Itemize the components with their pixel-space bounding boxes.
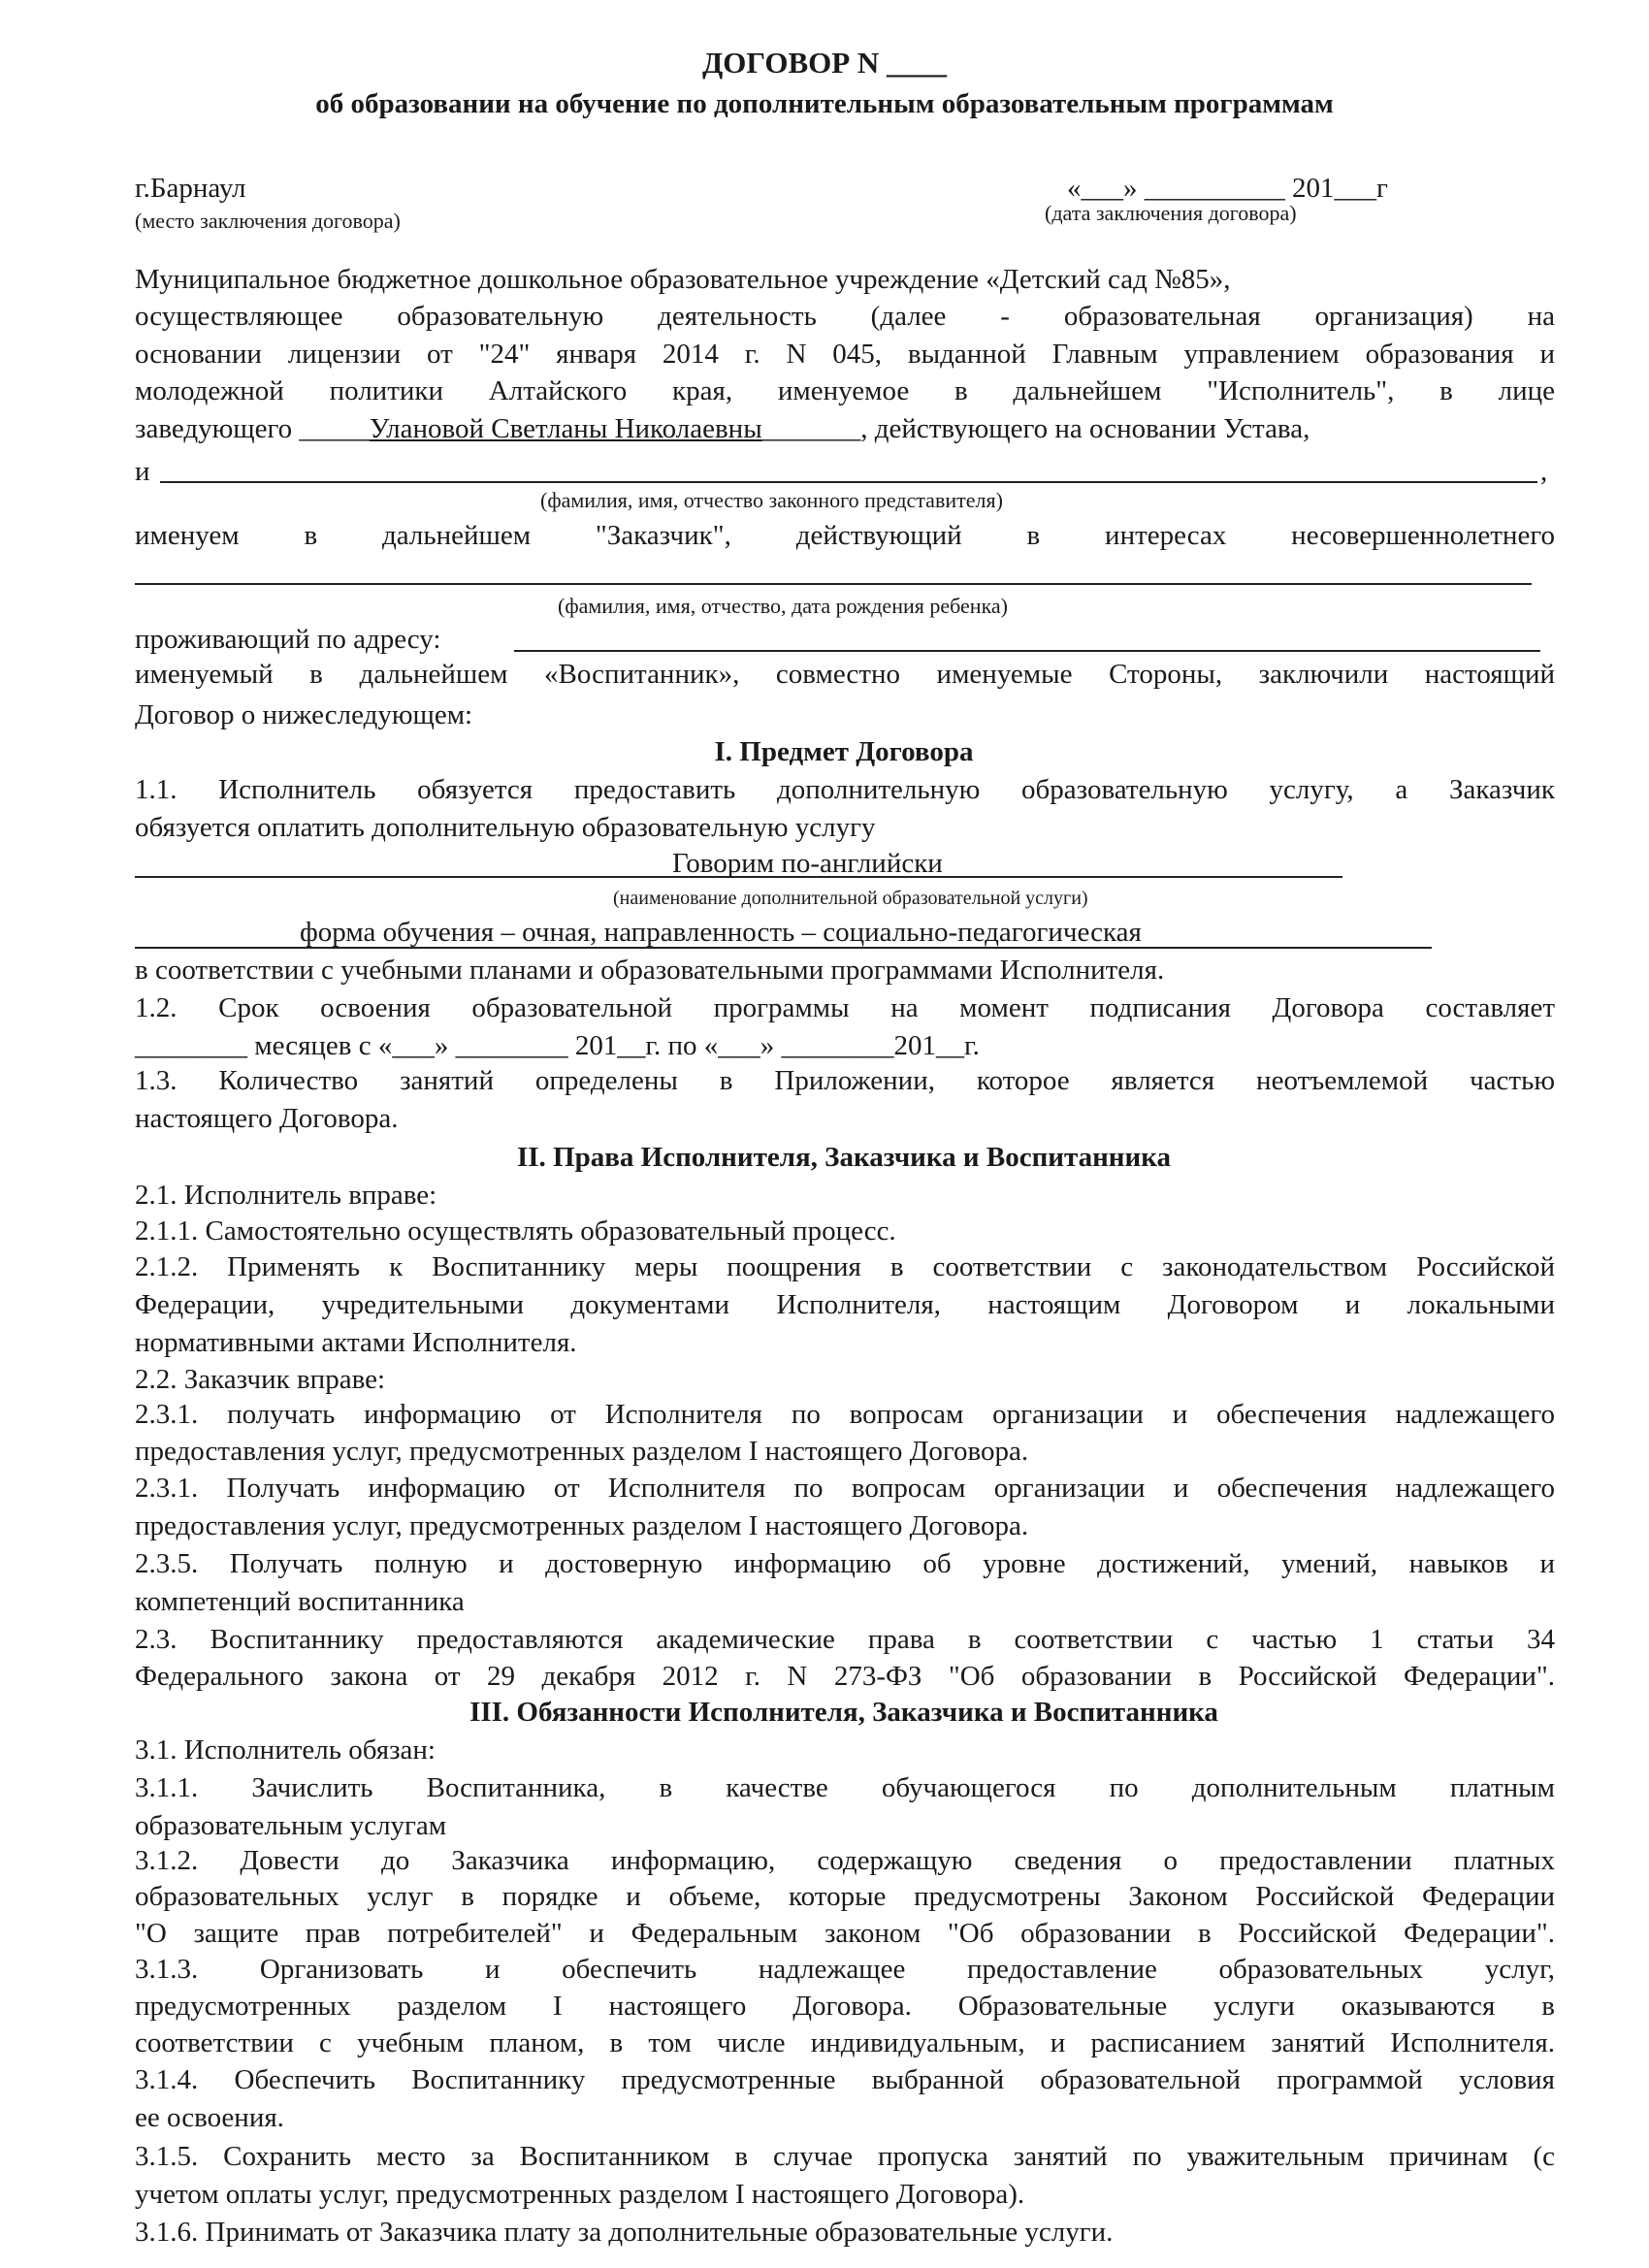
date-caption: (дата заключения договора) [1045,201,1297,225]
preamble-line: Договор о нижеследующем: [135,699,473,730]
director-label: заведующего _____ [135,413,370,444]
section-line: учетом оплаты услуг, предусмотренных разделом I настоящего Договора). [135,2179,1025,2210]
director-name: Улановой Светланы Николаевны [369,413,762,444]
section-3-heading: III. Обязанности Исполнителя, Заказчика и Воспитанника [469,1697,1218,1728]
child-name-blank[interactable] [135,583,1532,585]
comma: , [1540,456,1548,487]
section-line: 3.1.4. Обеспечить Воспитаннику предусмотренные выбранной образовательной программой условия [135,2064,1555,2095]
section-line: 2.3.5. Получать полную и достоверную информацию об уровне достижений, умений, навыков и [135,1548,1555,1579]
representative-name-blank[interactable] [160,481,1537,483]
section-line: 2.3. Воспитаннику предоставляются академические права в соответствии с частью 1 статьи 34 [135,1624,1555,1655]
address-blank[interactable] [514,650,1540,652]
education-form: форма обучения – очная, направленность – социально-педагогическая [300,917,1142,948]
and-label: и [135,456,150,487]
section-1-heading: I. Предмет Договора [714,736,974,767]
place: г.Барнаул [135,173,246,204]
section-line: предоставления услуг, предусмотренных разделом I настоящего Договора. [135,1510,1029,1541]
section-line: 2.3.1. Получать информацию от Исполнителя по вопросам организации и обеспечения надлежащего [135,1473,1555,1504]
date: «___» __________ 201___г [1067,173,1388,204]
section-line: нормативными актами Исполнителя. [135,1327,577,1358]
section-line: 3.1.5. Сохранить место за Воспитанником в случае пропуска занятий по уважительным причинам (с [135,2141,1555,2172]
preamble-line: молодежной политики Алтайского края, именуемое в дальнейшем "Исполнитель", в лице [135,375,1555,406]
preamble-line: осуществляющее образовательную деятельность (далее - образовательная организация) на [135,301,1555,332]
place-caption: (место заключения договора) [135,209,401,233]
section-line: соответствии с учебным планом, в том числе индивидуальным, и расписанием занятий Исполнителя. [135,2027,1555,2058]
section-line: 2.3.1. получать информацию от Исполнителя по вопросам организации и обеспечения надлежащего [135,1399,1555,1430]
section-line: Федерального закона от 29 декабря 2012 г. N 273-ФЗ "Об образовании в Российской Федерации". [135,1661,1555,1692]
section-2-heading: II. Права Исполнителя, Заказчика и Воспитанника [516,1142,1171,1173]
section-line: 3.1.3. Организовать и обеспечить надлежащее предоставление образовательных услуг, [135,1954,1555,1985]
section-line: 2.1.1. Самостоятельно осуществлять образовательный процесс. [135,1215,896,1247]
section-line: Федерации, учредительными документами Исполнителя, настоящим Договором и локальными [135,1289,1555,1320]
preamble-line: именуемый в дальнейшем «Воспитанник», совместно именуемые Стороны, заключили настоящий [135,659,1555,690]
section-line: 2.2. Заказчик вправе: [135,1364,386,1395]
section-line: ее освоения. [135,2102,284,2133]
section-line: 1.3. Количество занятий определены в Приложении, которое является неотъемлемой частью [135,1065,1555,1096]
section-line: образовательным услугам [135,1810,447,1841]
section-line: 1.1. Исполнитель обязуется предоставить дополнительную образовательную услугу, а Заказчик [135,774,1555,805]
representative-caption: (фамилия, имя, отчество законного представителя) [540,488,1003,512]
section-line: компетенций воспитанника [135,1586,465,1617]
preamble-line-director [135,410,1555,447]
preamble-line: именуем в дальнейшем "Заказчик", действующий в интересах несовершеннолетнего [135,520,1555,551]
section-line: предусмотренных разделом I настоящего Договора. Образовательные услуги оказываются в [135,1991,1555,2022]
section-line: 3.1. Исполнитель обязан: [135,1734,436,1766]
section-line: 2.1.2. Применять к Воспитаннику меры поощрения в соответствии с законодательством Российской [135,1251,1555,1282]
section-line: ________ месяцев с «___» ________ 201__г. по «___» ________201__г. [135,1030,980,1061]
section-line: "О защите прав потребителей" и Федеральным законом "Об образовании в Российской Федерации". [135,1918,1555,1949]
document-title: ДОГОВОР N ____ [701,46,948,80]
section-line: предоставления услуг, предусмотренных разделом I настоящего Договора. [135,1436,1029,1467]
document-subtitle: об образовании на обучение по дополнительным образовательным программам [315,88,1334,119]
service-caption: (наименование дополнительной образовательной услуги) [613,888,1088,909]
section-line: образовательных услуг в порядке и объеме, которые предусмотрены Законом Российской Федерации [135,1881,1555,1912]
director-basis: _______, действующего на основании Устава, [761,413,1310,444]
preamble-line: Муниципальное бюджетное дошкольное образовательное учреждение «Детский сад №85», [135,264,1231,295]
child-caption: (фамилия, имя, отчество, дата рождения ребенка) [558,594,1009,618]
section-line: 3.1.1. Зачислить Воспитанника, в качестве обучающегося по дополнительным платным [135,1772,1555,1803]
section-line: 1.2. Срок освоения образовательной программы на момент подписания Договора составляет [135,992,1555,1023]
service-name: Говорим по-английски [672,848,943,879]
section-line: 3.1.6. Принимать от Заказчика плату за дополнительные образовательные услуги. [135,2217,1114,2248]
section-line: 3.1.2. Довести до Заказчика информацию, содержащую сведения о предоставлении платных [135,1845,1555,1876]
preamble-line: основании лицензии от "24" января 2014 г. N 045, выданной Главным управлением образования и [135,339,1555,370]
section-line: в соответствии с учебными планами и образовательными программами Исполнителя. [135,955,1165,986]
section-line: 2.1. Исполнитель вправе: [135,1180,437,1211]
address-label: проживающий по адресу: [135,624,441,655]
section-line: настоящего Договора. [135,1103,399,1134]
section-line: обязуется оплатить дополнительную образовательную услугу [135,812,876,843]
